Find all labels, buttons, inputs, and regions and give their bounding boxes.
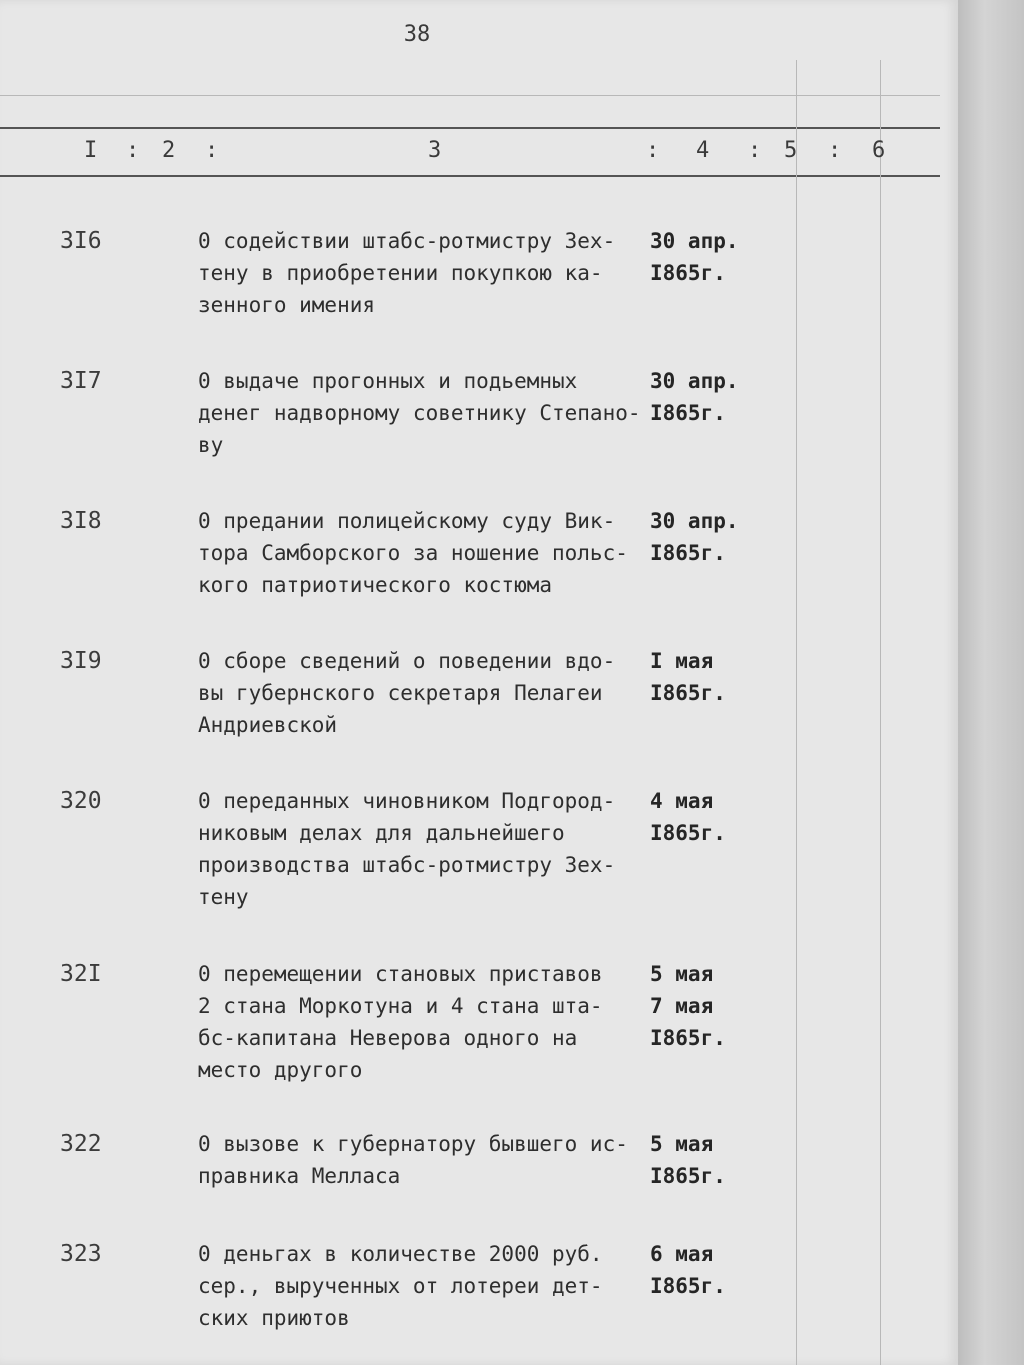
entry-date	[650, 1128, 760, 1192]
date-line: I865г.	[650, 1274, 726, 1298]
entry-date	[650, 958, 760, 1054]
entry-date	[650, 505, 760, 569]
description-line: Андриевской	[198, 713, 338, 737]
entry-description	[198, 958, 648, 1086]
date-line: 30 апр.	[650, 369, 739, 393]
entry-number: 3I8	[60, 508, 102, 534]
date-line: 30 апр.	[650, 229, 739, 253]
column-header-1: I	[84, 138, 98, 163]
entry-description	[198, 1238, 648, 1334]
column-divider	[880, 60, 881, 1365]
date-line: 5 мая	[650, 1132, 714, 1156]
entry-date	[650, 225, 760, 289]
date-line: I865г.	[650, 401, 726, 425]
column-header-4: 4	[696, 138, 710, 163]
date-line: 7 мая	[650, 994, 714, 1018]
column-separator: :	[646, 138, 660, 163]
description-line: 0 перемещении становых приставов	[198, 962, 603, 986]
entry-description	[198, 225, 648, 321]
column-separator: :	[205, 138, 219, 163]
column-separator: :	[748, 138, 762, 163]
date-line: 6 мая	[650, 1242, 714, 1266]
date-line: I865г.	[650, 261, 726, 285]
column-separator: :	[828, 138, 842, 163]
date-line: I мая	[650, 649, 714, 673]
description-line: тену в приобретении покупкою ка-	[198, 261, 603, 285]
date-line: I865г.	[650, 1164, 726, 1188]
entry-description	[198, 1128, 648, 1192]
column-header-2: 2	[162, 138, 176, 163]
header-bottom-rule	[0, 175, 940, 177]
entry-description	[198, 645, 648, 741]
description-line: кого патриотического костюма	[198, 573, 553, 597]
entry-date	[650, 785, 760, 849]
description-line: 0 выдаче прогонных и подьемных	[198, 369, 578, 393]
entry-number: 3I9	[60, 648, 102, 674]
date-line: 4 мая	[650, 789, 714, 813]
header-top-rule	[0, 127, 940, 129]
description-line: никовым делах для дальнейшего	[198, 821, 565, 845]
adjacent-page-edge	[958, 0, 1024, 1365]
description-line: тену	[198, 885, 249, 909]
description-line: бс-капитана Неверова одного на	[198, 1026, 578, 1050]
column-separator: :	[126, 138, 140, 163]
column-header-6: 6	[872, 138, 886, 163]
column-header-3: 3	[428, 138, 442, 163]
date-line: I865г.	[650, 1026, 726, 1050]
description-line: 0 содействии штабс-ротмистру Зех-	[198, 229, 616, 253]
description-line: денег надворному советнику Степано-	[198, 401, 641, 425]
description-line: 0 переданных чиновником Подгород-	[198, 789, 616, 813]
entry-number: 3I6	[60, 228, 102, 254]
entry-number: 32I	[60, 961, 102, 987]
entry-number: 322	[60, 1131, 102, 1157]
faint-header-line	[0, 95, 940, 96]
entry-description	[198, 505, 648, 601]
description-line: 2 стана Моркотуна и 4 стана шта-	[198, 994, 603, 1018]
entry-date	[650, 645, 760, 709]
date-line: I865г.	[650, 821, 726, 845]
entry-number: 323	[60, 1241, 102, 1267]
column-header-5: 5	[784, 138, 798, 163]
description-line: 0 сборе сведений о поведении вдо-	[198, 649, 616, 673]
description-line: вы губернского секретаря Пелагеи	[198, 681, 603, 705]
entry-date	[650, 365, 760, 429]
description-line: сер., вырученных от лотереи дет-	[198, 1274, 603, 1298]
date-line: I865г.	[650, 541, 726, 565]
description-line: место другого	[198, 1058, 363, 1082]
column-divider	[796, 60, 797, 1365]
description-line: зенного имения	[198, 293, 376, 317]
entry-number: 320	[60, 788, 102, 814]
date-line: 30 апр.	[650, 509, 739, 533]
description-line: 0 деньгах в количестве 2000 руб.	[198, 1242, 603, 1266]
page-number: 38	[403, 22, 431, 47]
entry-number: 3I7	[60, 368, 102, 394]
description-line: тора Самборского за ношение польс-	[198, 541, 628, 565]
description-line: ву	[198, 433, 224, 457]
entry-description	[198, 365, 648, 461]
description-line: 0 предании полицейскому суду Вик-	[198, 509, 616, 533]
description-line: ских приютов	[198, 1306, 350, 1330]
date-line: I865г.	[650, 681, 726, 705]
description-line: правника Мелласа	[198, 1164, 401, 1188]
date-line: 5 мая	[650, 962, 714, 986]
entry-date	[650, 1238, 760, 1302]
description-line: 0 вызове к губернатору бывшего ис-	[198, 1132, 628, 1156]
entry-description	[198, 785, 648, 913]
description-line: производства штабс-ротмистру Зех-	[198, 853, 616, 877]
